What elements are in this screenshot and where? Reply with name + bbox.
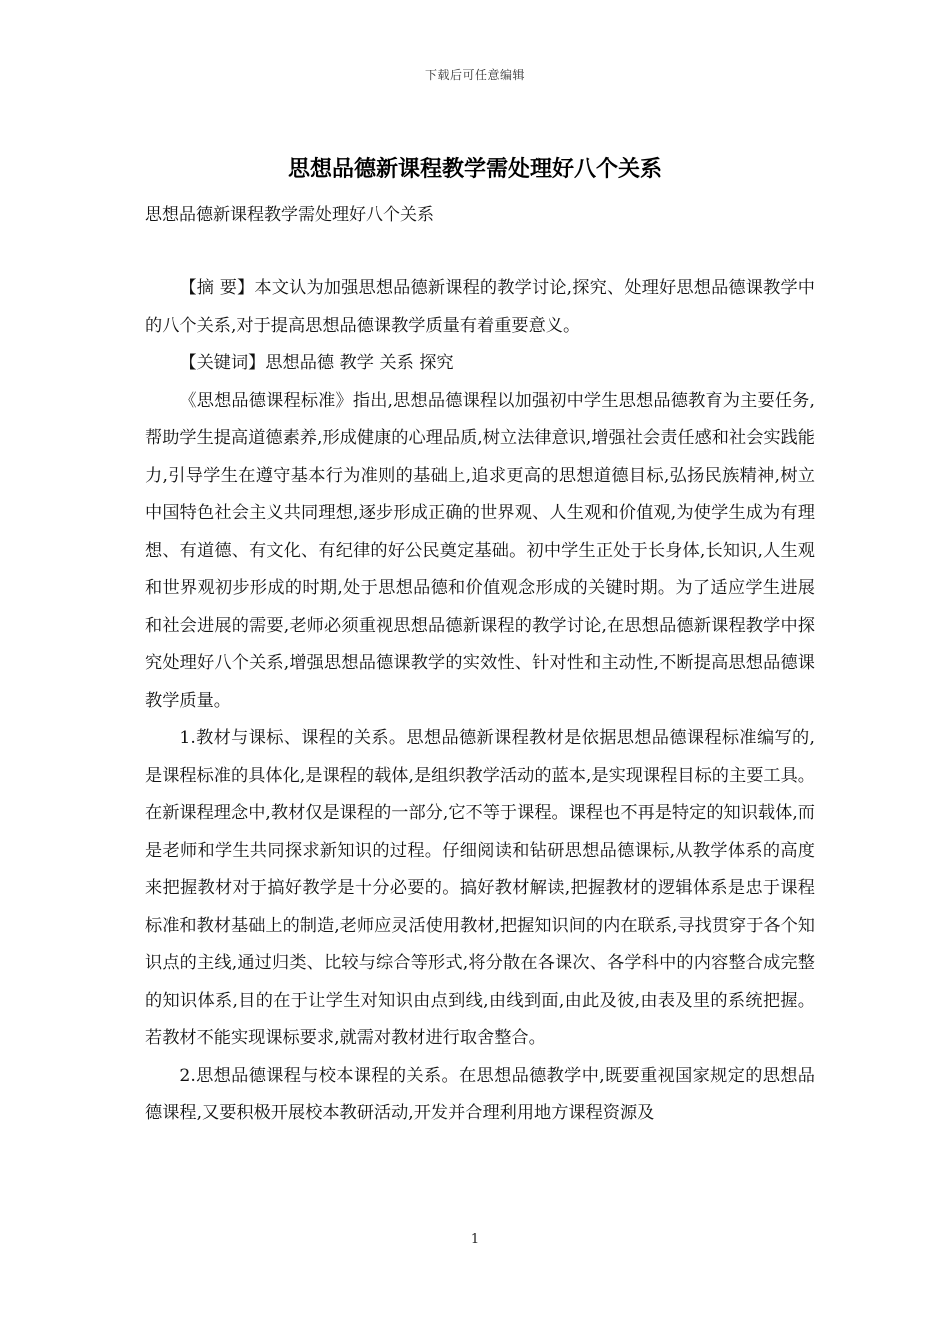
paragraph-intro: 《思想品德课程标准》指出,思想品德课程以加强初中学生思想品德教育为主要任务,帮助学生提高道德素养,形成健康的心理品质,树立法律意识,增强社会责任感和社会实践能力,引导学生在遵守基本行为准则的基础上,追求更高的思想道德目标,弘扬民族精神,树立中国特色社会主义共同理想,逐步形成正确的世界观、人生观和价值观,为使学生成为有理想、有道德、有文化、有纪律的好公民奠定基础。初中学生正处于长身体,长知识,人生观和世界观初步形成的时期,处于思想品德和价值观念形成的关键时期。为了适应学生进展和社会进展的需要,老师必须重视思想品德新课程的教学讨论,在思想品德新课程教学中探究处理好八个关系,增强思想品德课教学的实效性、针对性和主动性,不断提高思想品德课教学质量。 [145,390,815,711]
document-title: 思想品德新课程教学需处理好八个关系 [287,157,662,182]
header-note: 下载后可任意编辑 [424,68,525,82]
keywords-label: 【关键词】 [179,353,266,373]
paragraph-section-2: 2.思想品德课程与校本课程的关系。在思想品德教学中,既要重视国家规定的思想品德课程,又要积极开展校本教研活动,开发并合理利用地方课程资源及 [145,1065,815,1123]
document-subtitle: 思想品德新课程教学需处理好八个关系 [145,205,434,225]
document-body [145,270,815,1133]
abstract-text: 本文认为加强思想品德新课程的教学讨论,探究、处理好思想品德课教学中的八个关系,对于提高思想品德课教学质量有着重要意义。 [145,278,815,336]
paragraph-section-1: 1.教材与课标、课程的关系。思想品德新课程教材是依据思想品德课程标准编写的,是课程标准的具体化,是课程的载体,是组织教学活动的蓝本,是实现课程目标的主要工具。在新课程理念中,教材仅是课程的一部分,它不等于课程。课程也不再是特定的知识载体,而是老师和学生共同探求新知识的过程。仔细阅读和钻研思想品德课标,从教学体系的高度来把握教材对于搞好教学是十分必要的。搞好教材解读,把握教材的逻辑体系是忠于课程标准和教材基础上的制造,老师应灵活使用教材,把握知识间的内在联系,寻找贯穿于各个知识点的主线,通过归类、比较与综合等形式,将分散在各课次、各学科中的内容整合成完整的知识体系,目的在于让学生对知识由点到线,由线到面,由此及彼,由表及里的系统把握。若教材不能实现课标要求,就需对教材进行取舍整合。 [145,728,815,1048]
abstract [145,270,815,345]
abstract-label: 【摘 要】 [179,278,255,298]
keywords [145,345,815,383]
keywords-text: 思想品德 教学 关系 探究 [265,353,454,373]
page-number: 1 [470,1232,480,1247]
